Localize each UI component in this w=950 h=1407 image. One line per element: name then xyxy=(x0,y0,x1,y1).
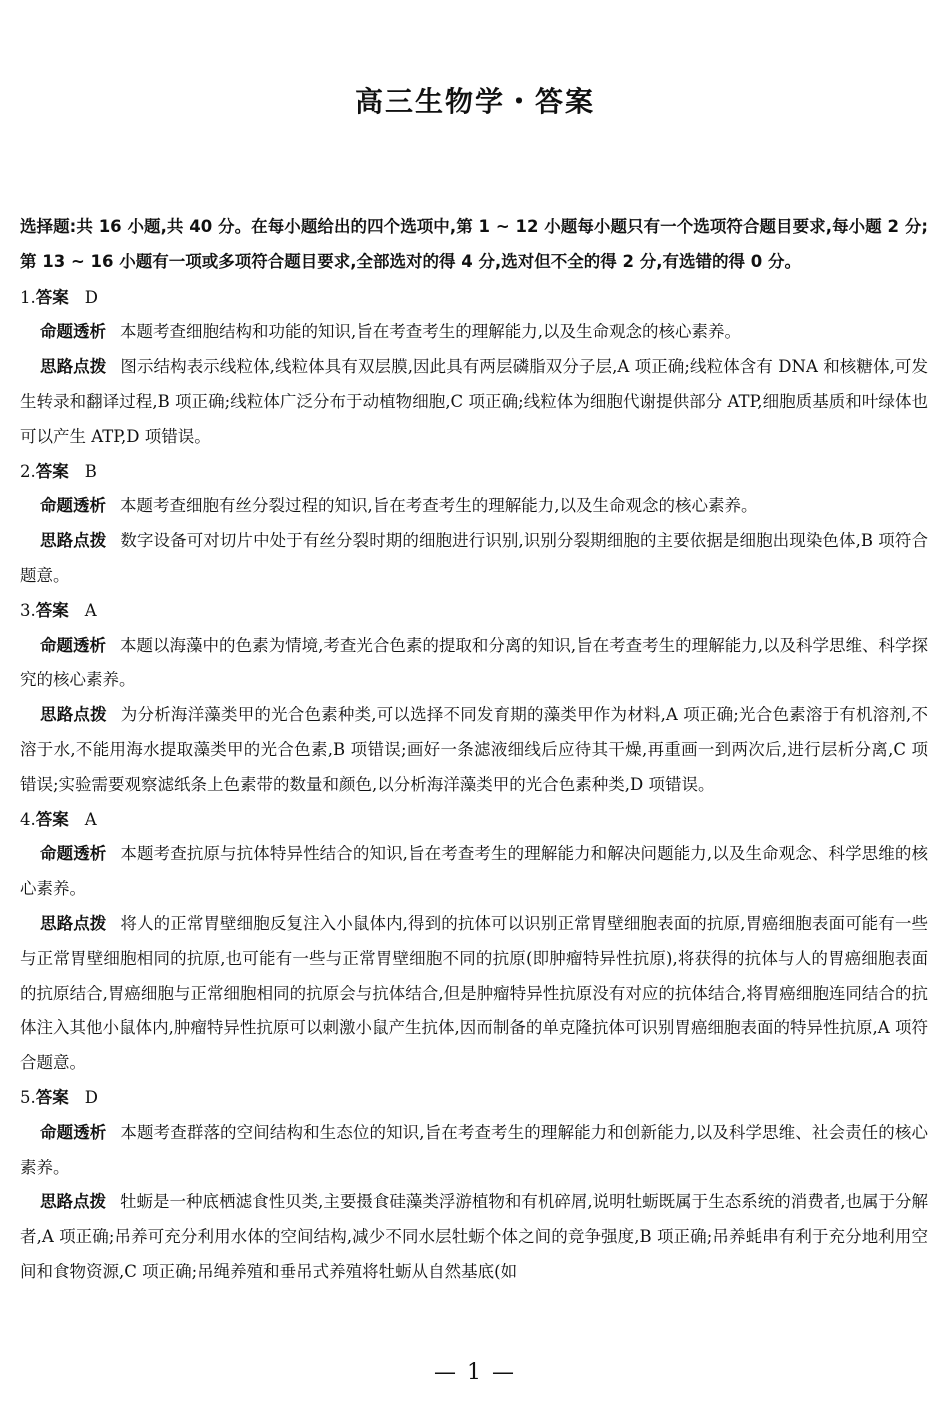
analysis-paragraph xyxy=(20,315,928,350)
tips-paragraph xyxy=(20,698,928,802)
answer-line xyxy=(20,803,928,838)
tips-label: 思路点拨 xyxy=(40,705,107,725)
analysis-label: 命题透析 xyxy=(40,635,107,655)
question-number: 1. xyxy=(20,287,36,307)
tips-text: 牡蛎是一种底栖滤食性贝类,主要摄食硅藻类浮游植物和有机碎屑,说明牡蛎既属于生态系统的消费者,也属于分解者,A 项正确;吊养可充分利用水体的空间结构,减少不同水层牡蛎个体之间的竞争强度,B 项正确;吊养蚝串有利于充分地利用空间和食物资源,C 项正确;吊绳养殖和垂吊式养殖将牡蛎从自然基底(如 xyxy=(20,1192,928,1281)
question-2 xyxy=(20,455,928,594)
analysis-text: 本题考查细胞结构和功能的知识,旨在考查考生的理解能力,以及生命观念的核心素养。 xyxy=(120,322,741,342)
tips-paragraph xyxy=(20,907,928,1081)
question-number: 5. xyxy=(20,1087,36,1107)
analysis-text: 本题考查群落的空间结构和生态位的知识,旨在考查考生的理解能力和创新能力,以及科学思维、社会责任的核心素养。 xyxy=(20,1122,928,1177)
question-number: 3. xyxy=(20,600,36,620)
tips-text: 数字设备可对切片中处于有丝分裂时期的细胞进行识别,识别分裂期细胞的主要依据是细胞出现染色体,B 项符合题意。 xyxy=(20,531,928,585)
question-number: 2. xyxy=(20,461,36,481)
question-1 xyxy=(20,281,928,455)
answer-value: B xyxy=(84,461,97,481)
answer-value: A xyxy=(84,809,97,829)
analysis-label: 命题透析 xyxy=(40,1122,107,1142)
answer-value: A xyxy=(84,600,97,620)
tips-label: 思路点拨 xyxy=(40,913,107,933)
answer-label: 答案 xyxy=(35,287,69,307)
analysis-text: 本题考查细胞有丝分裂过程的知识,旨在考查考生的理解能力,以及生命观念的核心素养。 xyxy=(120,496,758,516)
analysis-label: 命题透析 xyxy=(40,322,106,342)
tips-label: 思路点拨 xyxy=(40,531,107,551)
tips-paragraph xyxy=(20,524,928,594)
answer-line xyxy=(20,455,928,490)
page-title: 高三生物学・答案 xyxy=(354,85,595,118)
answer-line xyxy=(20,281,928,316)
answer-label: 答案 xyxy=(35,1087,69,1107)
analysis-label: 命题透析 xyxy=(40,844,107,864)
answer-label: 答案 xyxy=(35,600,69,620)
tips-label: 思路点拨 xyxy=(40,1192,107,1212)
answer-line xyxy=(20,1081,928,1116)
tips-paragraph xyxy=(20,1185,928,1289)
question-3 xyxy=(20,594,928,803)
analysis-paragraph xyxy=(20,489,928,524)
analysis-text: 本题以海藻中的色素为情境,考查光合色素的提取和分离的知识,旨在考查考生的理解能力,以及科学思维、科学探究的核心素养。 xyxy=(20,635,928,690)
analysis-text: 本题考查抗原与抗体特异性结合的知识,旨在考查考生的理解能力和解决问题能力,以及生命观念、科学思维的核心素养。 xyxy=(20,844,928,899)
question-4 xyxy=(20,803,928,1081)
page-number: — 1 — xyxy=(434,1360,516,1385)
analysis-paragraph xyxy=(20,629,928,699)
analysis-paragraph xyxy=(20,837,928,907)
answer-value: D xyxy=(84,1087,98,1107)
page-content xyxy=(20,210,928,1290)
section-instructions: 选择题:共 16 小题,共 40 分。在每小题给出的四个选项中,第 1 ~ 12 小题每小题只有一个选项符合题目要求,每小题 2 分;第 13 ~ 16 小题有一项或多项符合题目要求,全部选对的得 4 分,选对但不全的得 2 分,有选错的得 0 分。 xyxy=(20,217,928,271)
tips-text: 图示结构表示线粒体,线粒体具有双层膜,因此具有两层磷脂双分子层,A 项正确;线粒体含有 DNA 和核糖体,可发生转录和翻译过程,B 项正确;线粒体广泛分布于动植物细胞,C 项正确;线粒体为细胞代谢提供部分 ATP,细胞质基质和叶绿体也可以产生 ATP,D 项错误。 xyxy=(20,357,928,446)
tips-text: 将人的正常胃壁细胞反复注入小鼠体内,得到的抗体可以识别正常胃壁细胞表面的抗原,胃癌细胞表面可能有一些与正常胃壁细胞相同的抗原,也可能有一些与正常胃壁细胞不同的抗原(即肿瘤特异性抗原),将获得的抗体与人的胃癌细胞表面的抗原结合,胃癌细胞与正常细胞相同的抗原会与抗体结合,但是肿瘤特异性抗原没有对应的抗体结合,将胃癌细胞连同结合的抗体注入其他小鼠体内,肿瘤特异性抗原可以刺激小鼠产生抗体,因而制备的单克隆抗体可识别胃癌细胞表面的特异性抗原,A 项符合题意。 xyxy=(20,913,928,1073)
question-5 xyxy=(20,1081,928,1290)
answer-label: 答案 xyxy=(35,809,69,829)
answer-label: 答案 xyxy=(35,461,69,481)
question-number: 4. xyxy=(20,809,36,829)
analysis-paragraph xyxy=(20,1116,928,1186)
tips-paragraph xyxy=(20,350,928,454)
tips-text: 为分析海洋藻类甲的光合色素种类,可以选择不同发育期的藻类甲作为材料,A 项正确;光合色素溶于有机溶剂,不溶于水,不能用海水提取藻类甲的光合色素,B 项错误;画好一条滤液细线后应待其干燥,再重画一到两次后,进行层析分离,C 项错误;实验需要观察滤纸条上色素带的数量和颜色,以分析海洋藻类甲的光合色素种类,D 项错误。 xyxy=(20,705,928,794)
answer-line xyxy=(20,594,928,629)
tips-label: 思路点拨 xyxy=(40,357,107,377)
answer-value: D xyxy=(84,287,98,307)
analysis-label: 命题透析 xyxy=(40,496,106,516)
